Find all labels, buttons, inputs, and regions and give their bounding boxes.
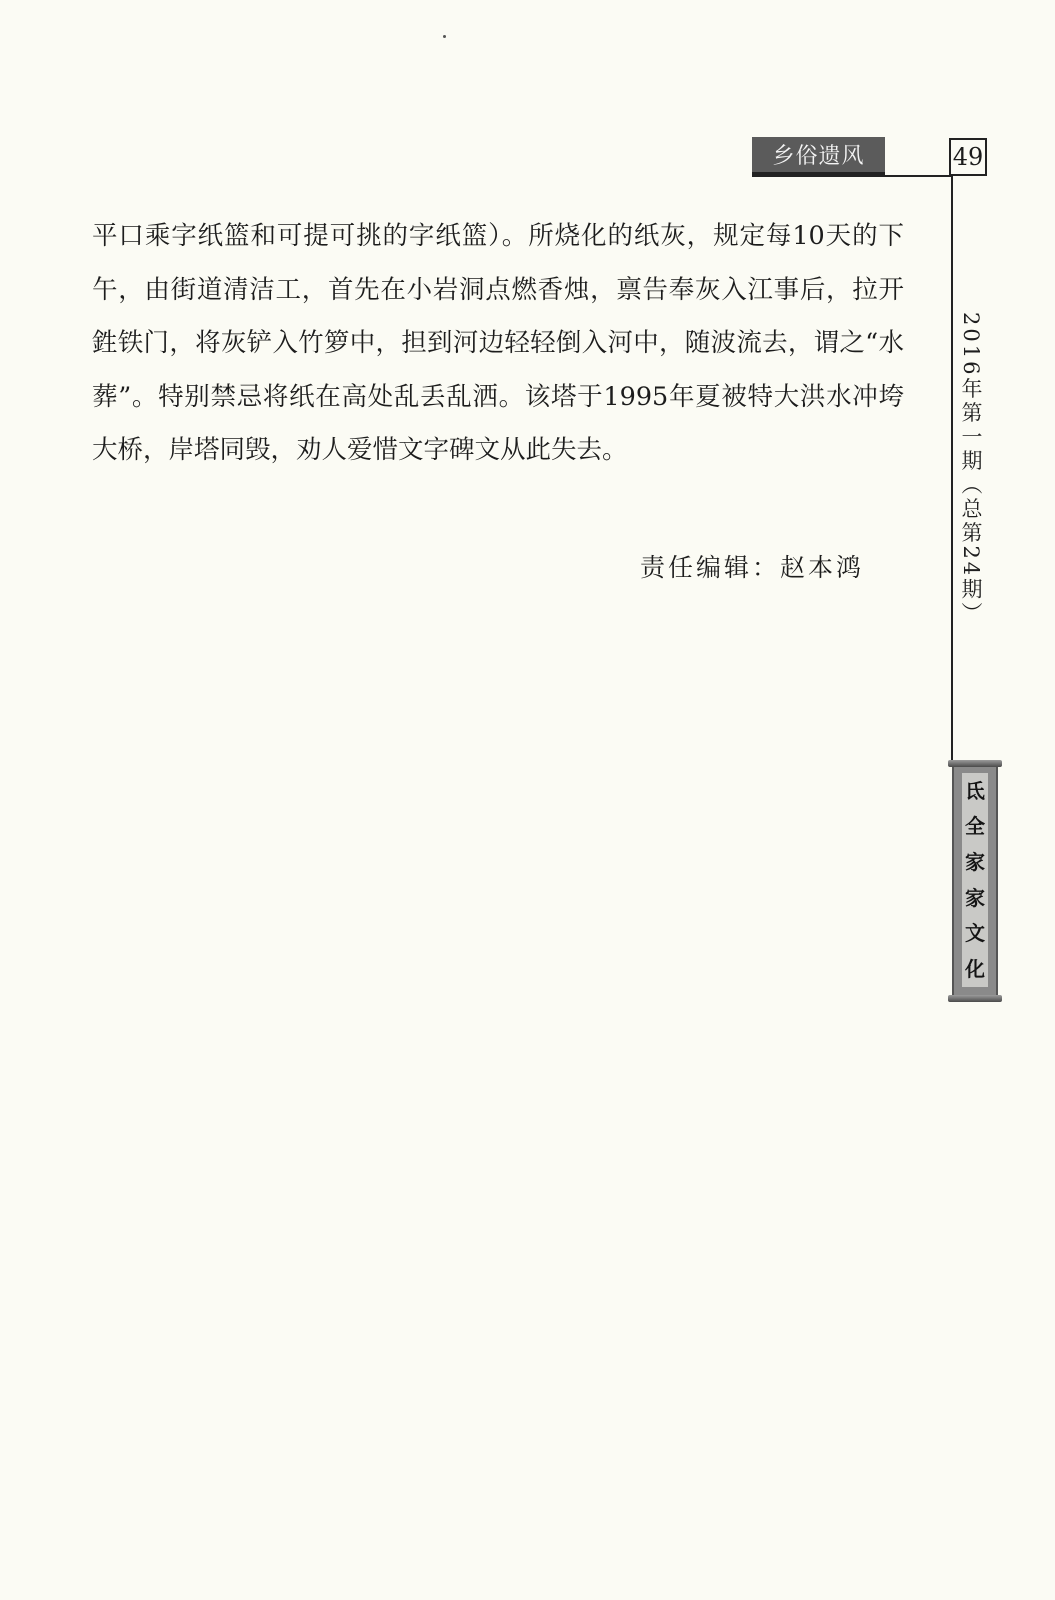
scroll-rod-top <box>948 760 1002 767</box>
journal-emblem-scroll <box>948 760 1002 1002</box>
scroll-body <box>952 767 998 995</box>
margin-vertical-rule <box>951 176 953 760</box>
emblem-char: 家 <box>965 885 985 910</box>
emblem-char: 全 <box>965 814 985 839</box>
emblem-char: 化 <box>965 957 985 982</box>
responsible-editor: 责任编辑：赵本鸿 <box>640 553 865 582</box>
speck-mark <box>443 35 446 38</box>
scroll-calligraphy <box>962 773 988 987</box>
issue-label-vertical: 2016年第一期（总第24期） <box>959 312 983 627</box>
article-paragraph: 平口乘字纸篮和可提可挑的字纸篮）。所烧化的纸灰，规定每10天的下午，由街道清洁工，首先在小岩洞点燃香烛，禀告奉灰入江事后，拉开鉎铁门，将灰铲入竹箩中，担到河边轻轻倒入河中，随波流去，谓之“水葬”。特别禁忌将纸在高处乱丢乱洒。该塔于1995年夏被特大洪水冲垮大桥，岸塔同毁，劝人爱惜文字碑文从此失去。 <box>92 221 904 465</box>
emblem-char: 文 <box>965 921 985 946</box>
emblem-char: 氐 <box>965 778 985 803</box>
emblem-char: 家 <box>965 850 985 875</box>
section-title-tag: 乡俗遗风 <box>752 137 885 175</box>
article-body <box>92 210 904 478</box>
header-rule <box>752 175 952 177</box>
scroll-rod-bottom <box>948 995 1002 1002</box>
page-number: 49 <box>949 138 987 176</box>
